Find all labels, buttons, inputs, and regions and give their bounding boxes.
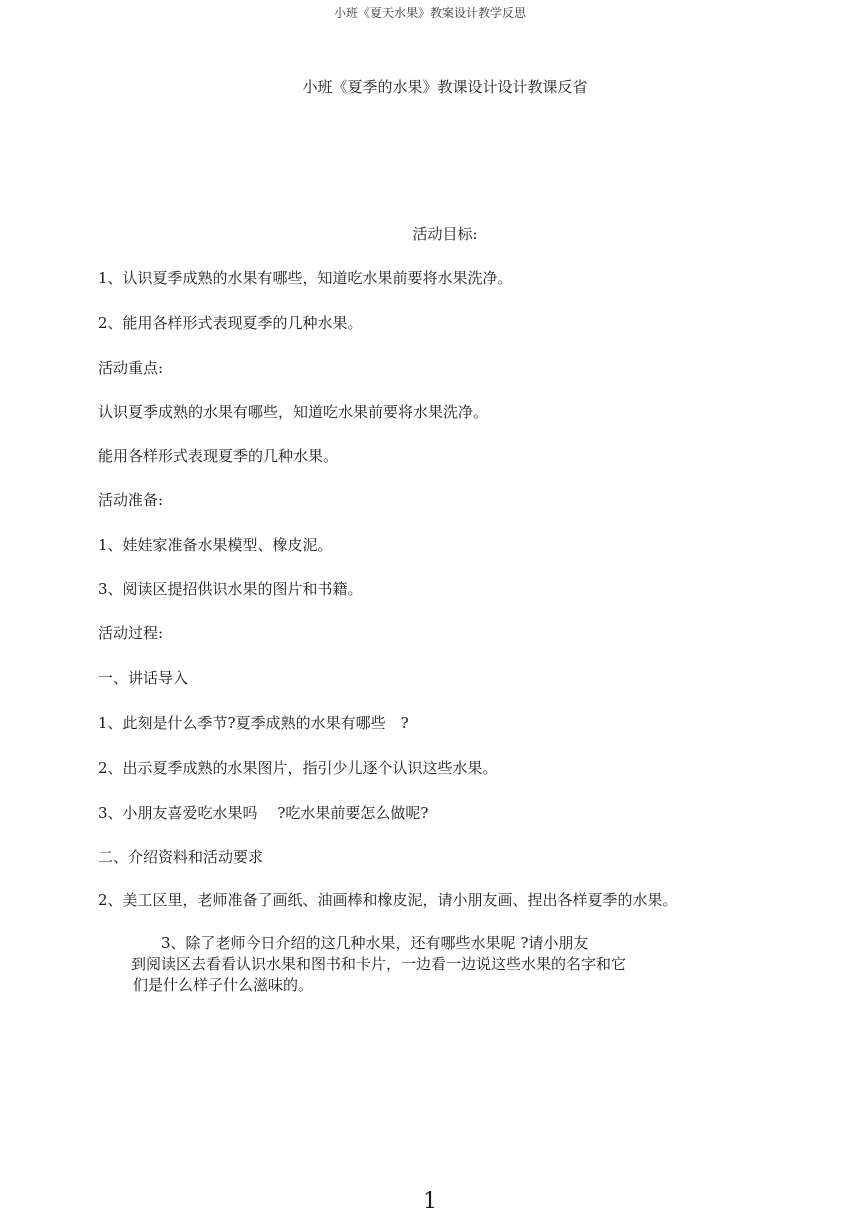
prep-item-1: 1、娃娃家准备水果模型、橡皮泥。 bbox=[98, 536, 333, 554]
part2-item-3-line-2: 到阅读区去看看认识水果和图书和卡片，一边看一边说这些水果的名字和它 bbox=[131, 955, 627, 973]
goal-item-1: 1、认识夏季成熟的水果有哪些，知道吃水果前要将水果洗净。 bbox=[98, 269, 513, 287]
prep-heading: 活动准备: bbox=[98, 491, 164, 509]
part2-item-3-line-3: 们是什么样子什么滋味的。 bbox=[133, 976, 314, 994]
process-heading: 活动过程: bbox=[98, 624, 164, 642]
prep-item-3: 3、阅读区提招供识水果的图片和书籍。 bbox=[98, 580, 363, 598]
goal-item-2: 2、能用各样形式表现夏季的几种水果。 bbox=[98, 314, 363, 332]
goals-heading: 活动目标: bbox=[412, 225, 478, 243]
part1-heading: 一、讲话导入 bbox=[98, 669, 189, 687]
part1-item-3: 3、小朋友喜爱吃水果吗 ?吃水果前要怎么做呢? bbox=[98, 804, 429, 822]
part2-item-3 bbox=[131, 933, 691, 996]
focus-item-2: 能用各样形式表现夏季的几种水果。 bbox=[98, 447, 339, 465]
part1-item-2: 2、出示夏季成熟的水果图片，指引少儿逐个认识这些水果。 bbox=[98, 759, 498, 777]
part2-item-3-line-1: 3、除了老师今日介绍的这几种水果，还有哪些水果呢 ?请小朋友 bbox=[161, 934, 589, 952]
part1-item-1: 1、此刻是什么季节?夏季成熟的水果有哪些 ? bbox=[98, 714, 409, 732]
part2-heading: 二、介绍资料和活动要求 bbox=[98, 848, 264, 866]
part2-item-2: 2、美工区里，老师准备了画纸、油画棒和橡皮泥，请小朋友画、捏出各样夏季的水果。 bbox=[98, 891, 678, 909]
page-number: 1 bbox=[423, 1189, 437, 1214]
document-title: 小班《夏季的水果》教课设计设计教课反省 bbox=[302, 78, 588, 96]
focus-item-1: 认识夏季成熟的水果有哪些，知道吃水果前要将水果洗净。 bbox=[98, 403, 489, 421]
focus-heading: 活动重点: bbox=[98, 359, 164, 377]
running-header: 小班《夏天水果》教案设计教学反思 bbox=[333, 6, 526, 20]
